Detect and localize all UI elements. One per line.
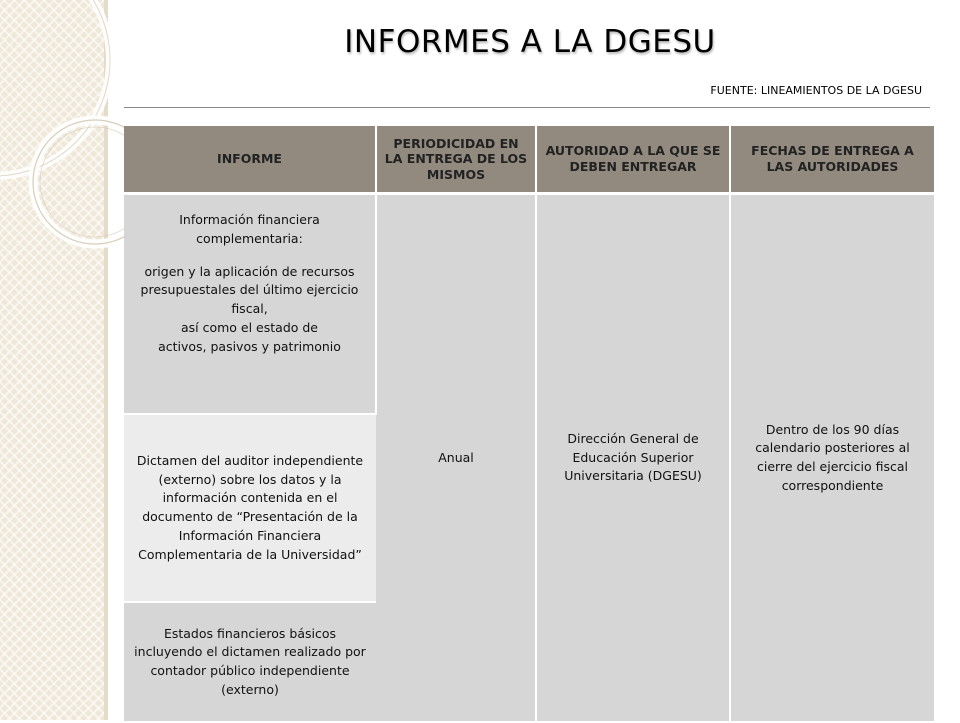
title-rule — [124, 107, 930, 108]
report-cell-auditor-opinion: Dictamen del auditor independiente (externo) sobre los datos y la información contenida en el documento de “Presentación de la Información Financiera Complementaria de la Universidad” — [124, 414, 376, 602]
report-cell-financial-statements: Estados financieros básicos incluyendo el dictamen realizado por contador público independiente (externo) — [124, 602, 376, 722]
reports-table — [124, 126, 934, 723]
header-informe: INFORME — [124, 126, 376, 194]
header-fechas: FECHAS DE ENTREGA A LAS AUTORIDADES — [730, 126, 934, 194]
header-periodicidad: PERIODICIDAD EN LA ENTREGA DE LOS MISMOS — [376, 126, 536, 194]
header-autoridad: AUTORIDAD A LA QUE SE DEBEN ENTREGAR — [536, 126, 730, 194]
large-ring-edge — [0, 0, 110, 176]
report-cell-financial-info — [124, 194, 376, 415]
deadline-cell: Dentro de los 90 días calendario posteriores al cierre del ejercicio fiscal correspondiente — [730, 194, 934, 723]
periodicity-cell: Anual — [376, 194, 536, 723]
report-line: así como el estado de — [180, 319, 319, 335]
authority-cell: Dirección General de Educación Superior Universitaria (DGESU) — [536, 194, 730, 723]
report-line: activos, pasivos y patrimonio — [158, 338, 341, 354]
source-note: FUENTE: LINEAMIENTOS DE LA DGESU — [710, 84, 922, 97]
report-lead: Información financiera complementaria: — [179, 212, 320, 246]
decorative-rings — [0, 0, 140, 260]
paragraph-gap — [130, 249, 369, 263]
large-ring — [0, 0, 110, 176]
report-line: origen y la aplicación de recursos presupuestales del último ejercicio fiscal, — [140, 263, 359, 316]
table-row — [124, 194, 934, 415]
slide-title: INFORMES A LA DGESU — [344, 24, 716, 60]
table-header-row — [124, 126, 934, 194]
